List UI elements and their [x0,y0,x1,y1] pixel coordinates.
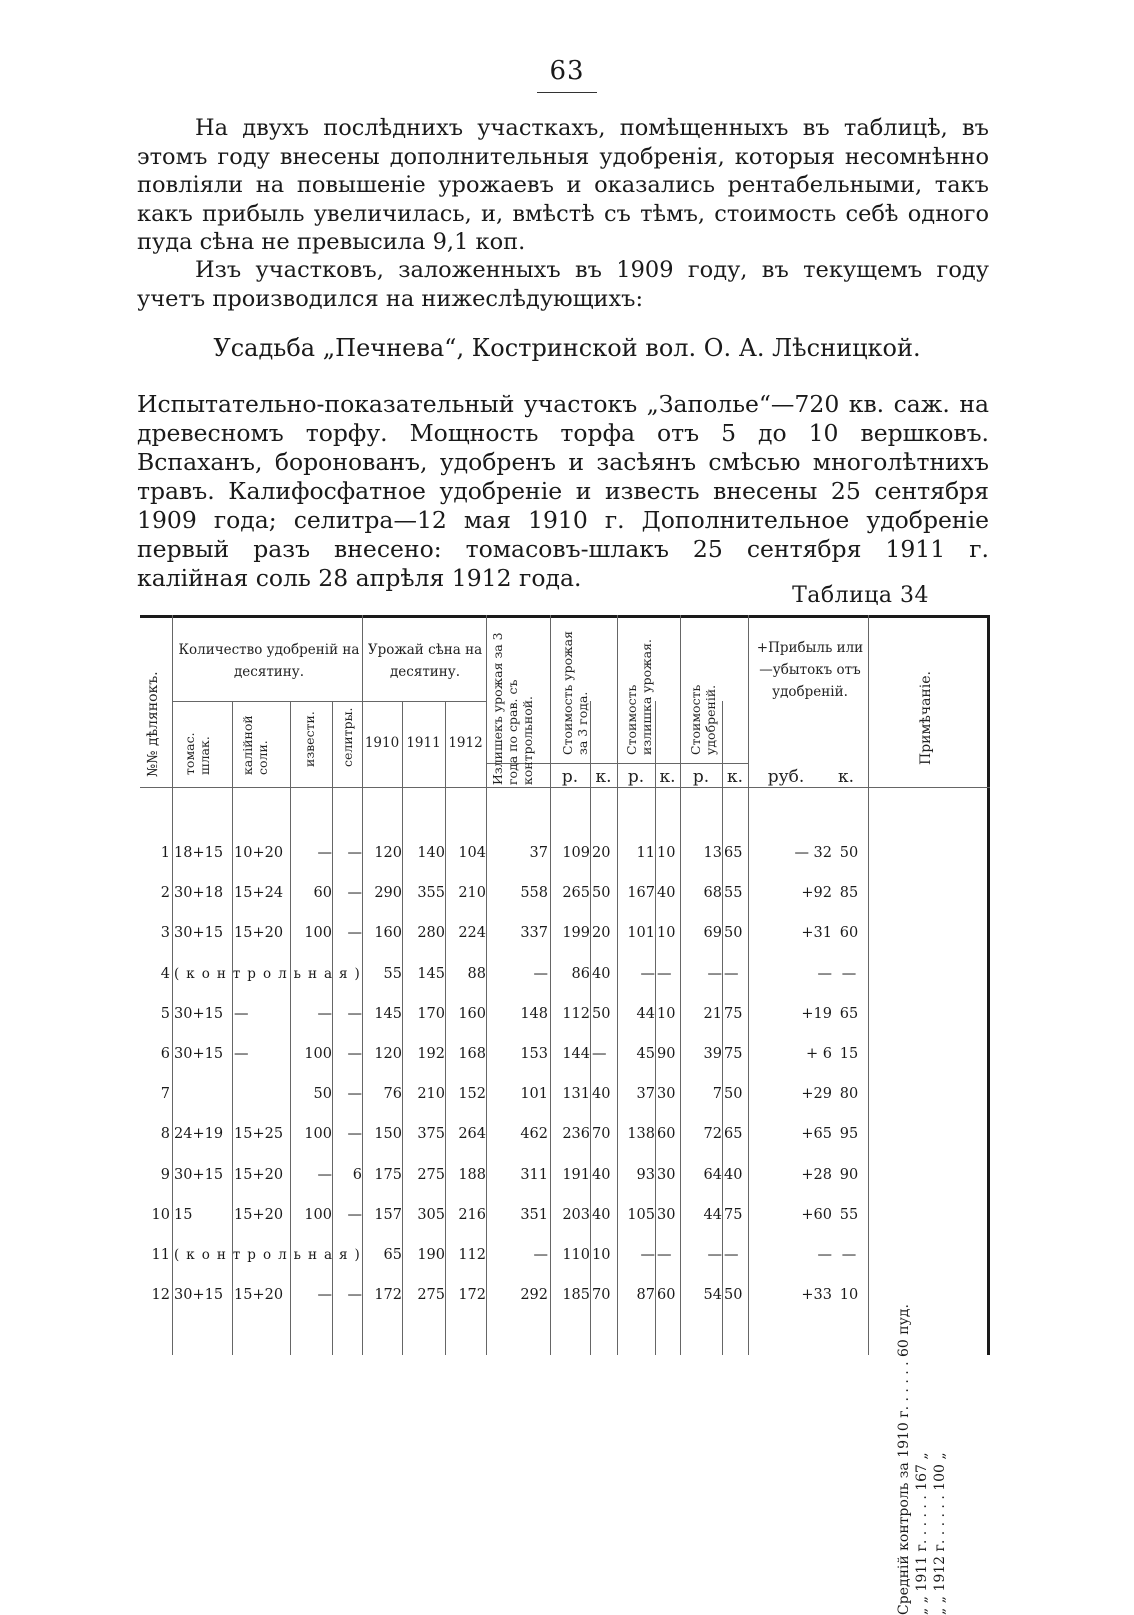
header-yield-group: Урожай сѣна на десятину. [367,642,483,680]
table-row [140,1167,990,1203]
cell-lime: 100 [304,1126,332,1143]
cell-surplus: — [533,965,548,982]
paragraph-2: Изъ участковъ, заложенныхъ въ 1909 году, въ текущемъ году учетъ производился на нижеслѣдующихъ: [137,257,989,312]
cell-thomas: 24+19 [174,1126,224,1143]
header-cost-fertilizer: Стоимость удобреній. [688,684,718,755]
header-lime: извести. [302,711,317,767]
cell-pr-k: — [841,965,857,982]
table-row [140,845,990,881]
cell-cf-k: 75 [724,1206,743,1223]
cell-cy-r: 112 [562,1005,590,1022]
cell-y1912: 112 [458,1247,486,1263]
cell-potash: 15+20 [234,1287,284,1304]
cell-pr-k: 55 [839,1206,859,1223]
cell-lime: 100 [304,1206,332,1223]
unit-kop: к. [659,767,676,787]
cell-cy-r: 203 [562,1206,590,1223]
header-year-1910: 1910 [364,735,400,751]
cell-cs-r: 87 [636,1287,655,1304]
cell-pr-k: 65 [839,1005,859,1022]
cell-cf-k: 40 [724,1166,743,1183]
cell-surplus: 101 [520,1086,548,1103]
cell-y1910: 55 [383,965,402,982]
cell-y1912: 216 [458,1206,486,1223]
cell-pr-r: +92 [801,885,832,902]
header-cost-surplus: Стоимость излишка урожая. [624,639,654,755]
cell-y1912: 224 [458,925,486,942]
note-line-1: Средній контроль за 1910 г. . . . . . 60 пуд. [896,1304,912,1615]
cell-pr-r: + 6 [806,1046,832,1062]
cell-surplus: 558 [520,885,548,902]
cell-cy-r: 265 [562,885,590,902]
cell-y1910: 150 [374,1126,402,1143]
cell-no: 1 [160,845,170,861]
cell-thomas: 30+15 [174,925,224,942]
cell-cs-k: — [657,1247,672,1263]
cell-cf-r: 68 [703,885,722,902]
unit-rub: р. [692,767,710,787]
cell-no: 12 [151,1287,170,1304]
cell-cs-k: 10 [657,845,676,861]
cell-cs-r: 93 [636,1166,655,1183]
cell-cf-k: 50 [724,925,743,942]
cell-y1912: 152 [458,1086,486,1103]
cell-thomas: 30+15 [174,1166,224,1183]
header-saltpeter: селитры. [340,707,355,767]
cell-cs-r: 105 [627,1206,655,1223]
cell-y1911: 170 [417,1005,445,1022]
cell-y1910: 120 [374,845,402,861]
cell-no: 5 [160,1005,170,1022]
data-table [140,615,990,1615]
cell-no: 7 [160,1086,170,1103]
cell-y1912: 264 [458,1126,486,1143]
cell-cf-k: — [724,965,739,982]
cell-surplus: 148 [520,1005,548,1022]
cell-control-label: (контрольная) [174,1247,367,1263]
unit-kop: к. [726,767,744,787]
cell-y1912: 104 [458,845,486,861]
cell-pr-r: +60 [801,1206,832,1223]
cell-y1911: 145 [417,965,445,982]
cell-y1911: 305 [417,1206,445,1223]
page-number-rule [537,92,597,93]
cell-y1910: 290 [374,885,402,902]
cell-cf-r: 69 [703,925,722,942]
cell-salt: 6 [352,1166,362,1183]
cell-pr-r: +33 [801,1287,832,1304]
cell-potash: 15+20 [234,1206,284,1223]
cell-y1911: 140 [417,845,445,861]
cell-y1910: 120 [374,1046,402,1062]
cell-lime: — [317,845,332,861]
cell-surplus: 462 [520,1126,548,1143]
header-notes: Примѣчаніе. [918,671,934,765]
cell-surplus: 292 [520,1287,548,1304]
cell-potash: 15+20 [234,925,284,942]
header-surplus: Излишекъ урожая за 3 года по срав. съ контрольной. [490,632,535,785]
cell-no: 10 [151,1206,170,1223]
table-row [140,1247,990,1283]
cell-cs-k: 40 [657,885,676,902]
cell-y1911: 275 [417,1166,445,1183]
cell-pr-r: +29 [801,1086,832,1103]
cell-cs-k: 60 [657,1287,676,1304]
cell-cy-k: 20 [592,845,611,861]
cell-cf-r: 72 [703,1126,722,1143]
cell-y1912: 188 [458,1166,486,1183]
cell-no: 3 [160,925,170,942]
cell-salt: — [347,1005,362,1022]
estate-heading: Усадьба „Печнева“, Костринской вол. О. А. Лѣсницкой. [213,334,921,362]
cell-cy-r: 236 [562,1126,590,1143]
cell-cy-k: 40 [592,1166,611,1183]
cell-cy-k: 40 [592,1086,611,1103]
cell-potash: — [234,1046,249,1062]
cell-lime: 50 [313,1086,332,1103]
cell-salt: — [347,925,362,942]
cell-no: 4 [160,965,170,982]
cell-pr-r: — 32 [794,845,832,861]
cell-surplus: 351 [520,1206,548,1223]
paragraph-3: Испытательно-показательный участокъ „Заполье“—720 кв. саж. на древесномъ торфу. Мощность торфа отъ 5 до 10 вершковъ. Вспаханъ, боронованъ, удобренъ и засѣянъ смѣсью многолѣтнихъ травъ. Калифосфатное удобреніе и известь внесены 25 сентября 1909 года; селитра—12 мая 1910 г. Дополнительное удобреніе первый разъ внесено: томасовъ-шлакъ 25 сентября 1911 г. калійная соль 28 апрѣля 1912 года. [137,390,989,592]
cell-cy-k: 70 [592,1126,611,1143]
cell-lime: — [317,1287,332,1304]
cell-y1910: 145 [374,1005,402,1022]
cell-control-label: (контрольная) [174,965,367,982]
cell-y1911: 275 [417,1287,445,1304]
cell-pr-r: — [817,1247,832,1263]
cell-cy-r: 185 [562,1287,590,1304]
cell-surplus: 311 [520,1166,548,1183]
table-row [140,1207,990,1243]
cell-pr-k: 80 [839,1086,859,1103]
paragraph-1: На двухъ послѣднихъ участкахъ, помѣщенныхъ въ таблицѣ, въ этомъ году внесены дополнительныя удобренія, которыя несомнѣнно повліяли на повышеніе урожаевъ и оказались рентабельными, такъ какъ прибыль увеличилась, и, вмѣстѣ съ тѣмъ, стоимость себѣ одного пуда сѣна не превысила 9,1 коп. [137,115,989,256]
cell-cy-k: 50 [592,885,611,902]
cell-cy-k: 20 [592,925,611,942]
cell-pr-k: 95 [839,1126,859,1143]
table-row [140,925,990,961]
cell-cy-k: 40 [592,1206,611,1223]
header-thomas: томас. шлак. [182,732,212,775]
cell-potash: — [234,1005,249,1022]
cell-cs-k: 30 [657,1206,676,1223]
cell-pr-k: 50 [839,845,859,861]
table-top-rule [140,615,990,618]
cell-potash: 10+20 [234,845,284,861]
cell-salt: — [347,1046,362,1062]
cell-y1911: 280 [417,925,445,942]
header-subrule [172,701,487,702]
cell-pr-k: 90 [839,1166,859,1183]
cell-cf-k: 75 [724,1046,743,1062]
cell-y1912: 168 [458,1046,486,1062]
cell-cs-k: 60 [657,1126,676,1143]
cell-cs-r: 167 [627,885,655,902]
cell-y1911: 190 [417,1247,445,1263]
cell-pr-k: 60 [839,925,859,942]
cell-cy-r: 86 [571,965,590,982]
table-row [140,885,990,921]
cell-cy-r: 191 [562,1166,590,1183]
cell-no: 6 [160,1046,170,1062]
table-row [140,1086,990,1122]
cell-salt: — [347,1126,362,1143]
header-fertilizer-group: Количество удобреній на десятину. [178,642,360,680]
cell-potash: 15+20 [234,1166,284,1183]
cell-cf-r: 64 [703,1166,722,1183]
unit-rub: р. [561,767,579,787]
cell-cf-r: 21 [703,1005,722,1022]
cell-cf-k: 50 [724,1287,743,1304]
cell-y1912: 160 [458,1005,486,1022]
cell-y1910: 160 [374,925,402,942]
cell-cs-r: 45 [636,1046,655,1062]
cell-cf-k: 65 [724,845,743,861]
cell-cy-k: — [592,1046,607,1062]
header-year-1911: 1911 [406,735,441,751]
cell-y1910: 157 [374,1206,402,1223]
cell-surplus: 37 [529,845,548,861]
cell-thomas: 18+15 [174,845,224,861]
cell-pr-k: — [841,1247,857,1263]
header-cost-yield: Стоимость урожая за 3 года. [560,631,590,755]
cell-cf-r: 13 [703,845,722,861]
header-potash: калійной соли. [240,715,270,775]
cell-cf-k: 75 [724,1005,743,1022]
table-row [140,966,990,1002]
cell-cs-k: 10 [657,925,676,942]
cell-cf-r: 39 [703,1046,722,1062]
cell-thomas: 30+15 [174,1005,224,1022]
table-row [140,1287,990,1323]
cell-cf-k: — [724,1247,739,1263]
table-row [140,1046,990,1082]
cell-no: 9 [160,1166,170,1183]
table-row [140,1006,990,1042]
cell-lime: 100 [304,1046,332,1062]
cell-pr-r: — [817,965,832,982]
cell-cs-k: 30 [657,1086,676,1103]
unit-kop: к. [595,767,612,787]
cell-potash: 15+24 [234,885,284,902]
cell-cf-r: — [707,1247,722,1263]
cell-thomas: 30+15 [174,1287,224,1304]
cell-pr-r: +31 [801,925,832,942]
header-year-1912: 1912 [448,735,483,751]
cell-pr-k: 10 [839,1287,859,1304]
cell-salt: — [347,1287,362,1304]
cell-cy-r: 110 [562,1247,590,1263]
cell-thomas: 15 [174,1206,193,1223]
cell-no: 11 [151,1247,170,1263]
cell-cs-k: 30 [657,1166,676,1183]
cell-lime: 60 [313,885,332,902]
cell-y1911: 355 [417,885,445,902]
cell-surplus: 153 [520,1046,548,1062]
cell-y1910: 172 [374,1287,402,1304]
cell-cs-r: 101 [627,925,655,942]
cell-cy-r: 199 [562,925,590,942]
cell-y1912: 88 [467,965,486,982]
table-caption: Таблица 34 [792,583,929,608]
cell-pr-k: 85 [839,885,859,902]
cell-cs-r: 37 [636,1086,655,1103]
cell-salt: — [347,845,362,861]
cell-y1912: 210 [458,885,486,902]
cell-salt: — [347,1086,362,1103]
cell-cf-r: 44 [703,1206,722,1223]
cell-thomas: 30+18 [174,885,224,902]
cell-cy-r: 131 [562,1086,590,1103]
cell-y1911: 375 [417,1126,445,1143]
cell-no: 8 [160,1126,170,1143]
cell-y1910: 65 [383,1247,402,1263]
cell-y1911: 192 [417,1046,445,1062]
page-number: 63 [549,56,585,86]
cell-no: 2 [160,885,170,902]
cell-cy-k: 70 [592,1287,611,1304]
cell-lime: 100 [304,925,332,942]
cell-salt: — [347,885,362,902]
cell-y1910: 76 [383,1086,402,1103]
cell-cs-k: 10 [657,1005,676,1022]
cell-pr-k: 15 [839,1046,859,1062]
table-row [140,1126,990,1162]
cell-surplus: — [533,1247,548,1263]
cell-cy-r: 109 [562,845,590,861]
cell-pr-r: +19 [801,1005,832,1022]
cell-lime: — [317,1166,332,1183]
cell-cs-k: — [657,965,672,982]
unit-rub: р. [627,767,645,787]
cell-cf-k: 65 [724,1126,743,1143]
cell-thomas: 30+15 [174,1046,224,1062]
cell-cs-r: 11 [636,845,655,861]
cell-cy-k: 50 [592,1005,611,1022]
cell-cs-r: — [640,1247,655,1263]
cell-cs-r: 138 [627,1126,655,1143]
cell-cy-r: 144 [562,1046,590,1062]
note-line-3: „ „ 1912 г. . . . . . 100 „ [932,1452,948,1615]
cell-cf-k: 50 [724,1086,743,1103]
cell-cf-r: 7 [712,1086,722,1103]
cell-pr-r: +65 [801,1126,832,1143]
note-line-2: „ „ 1911 г. . . . . . 167 „ [914,1452,930,1615]
cell-cs-k: 90 [657,1046,676,1062]
cell-cf-r: 54 [703,1287,722,1304]
header-bottom-rule [140,787,990,788]
cell-salt: — [347,1206,362,1223]
cell-cf-k: 55 [724,885,743,902]
cell-cy-k: 10 [592,1247,611,1263]
unit-kop-long: к. [837,767,855,787]
cell-y1910: 175 [374,1166,402,1183]
header-plot-no: №№ дѣлянокъ. [145,671,161,777]
cell-y1911: 210 [417,1086,445,1103]
cell-y1912: 172 [458,1287,486,1304]
unit-rub-long: руб. [767,767,805,787]
cell-cy-k: 40 [592,965,611,982]
cell-cf-r: — [707,965,722,982]
cell-cs-r: 44 [636,1005,655,1022]
cell-pr-r: +28 [801,1166,832,1183]
cell-cs-r: — [640,965,655,982]
header-profit-group: +Прибыль или —убытокъ отъ удобреній. [756,640,864,700]
cell-surplus: 337 [520,925,548,942]
cell-potash: 15+25 [234,1126,284,1143]
cell-lime: — [317,1005,332,1022]
